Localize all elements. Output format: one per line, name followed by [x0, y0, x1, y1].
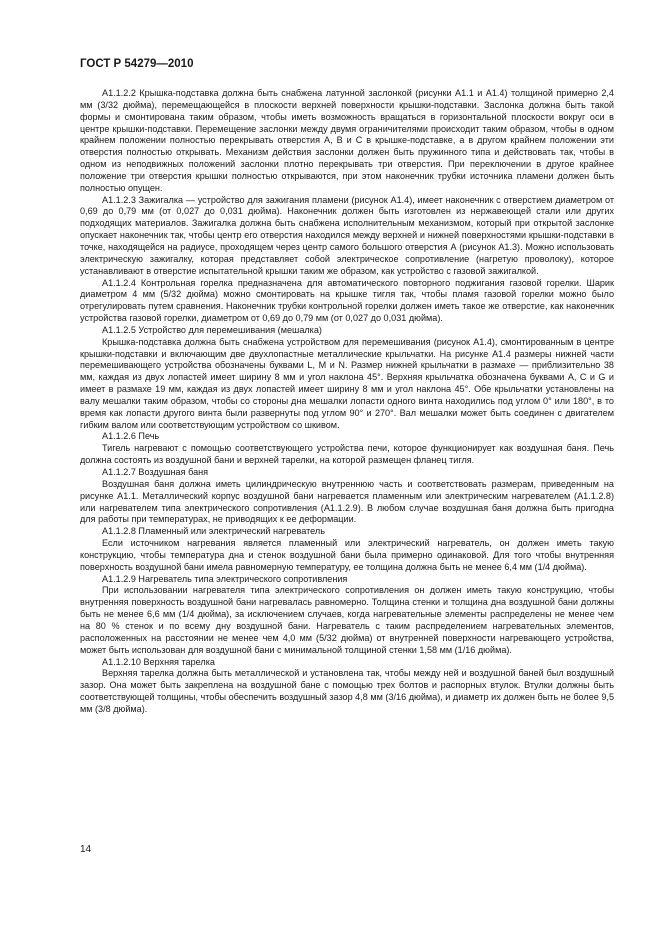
heading-a1-1-2-6: A1.1.2.6 Печь [102, 431, 160, 442]
page-body [80, 88, 614, 716]
paragraph-a1-1-2-3: A1.1.2.3 Зажигалка — устройство для зажигания пламени (рисунок А1.4), имеет наконечник с отверстием диаметром от 0,69 до 0,79 мм (от 0,027 до 0,031 дюйма). Наконечник должен быть изготовлен из нержавеющей стали или других подходящих материалов. Зажигалка должна быть снабжена исполнительным механизмом, который при открытой заслонке опускает наконечник так, чтобы центр его отверстия находился между верхней и нижней поверхностями крышки-подставки в точке, находящейся на радиусе, проходящем через центр самого большого отверстия А (рисунок А1.3). Можно использовать электрическую зажигалку, которая представляет собой электрическое сопротивление (нагретую проволоку), которое устанавливают в отверстие испытательной крышки таким же образом, как устройство с газовой зажигалкой. [80, 194, 614, 276]
heading-a1-1-2-5: A1.1.2.5 Устройство для перемешивания (мешалка) [102, 324, 322, 335]
heading-a1-1-2-9: A1.1.2.9 Нагреватель типа электрического сопротивления [102, 573, 348, 584]
heading-a1-1-2-10: A1.1.2.10 Верхняя тарелка [102, 656, 215, 667]
heading-a1-1-2-7: A1.1.2.7 Воздушная баня [102, 467, 209, 477]
document-header: ГОСТ Р 54279—2010 [80, 58, 194, 70]
page-number: 14 [80, 844, 92, 855]
paragraph-air-bath: Воздушная баня должна иметь цилиндрическую внутреннюю часть и соответствовать размерам, приведенным на рисунке А1.1. Металлический корпус воздушной бани нагревается пламенным или электрическим нагревателем (А1.1.2.8) или нагревателем типа электрического сопротивления (А1.1.2.9). В любом случае воздушная баня должна быть пригодна для работы при температурах, не приводящих к ее деформации. [80, 478, 614, 525]
paragraph-top-plate: Верхняя тарелка должна быть металлической и установлена так, чтобы между ней и воздушной баней был воздушный зазор. Она может быть закреплена на воздушной бане с помощью трех болтов и распорных втулок. Втулки должны быть соответствующей толщины, чтобы обеспечить воздушный зазор 4,8 мм (3/16 дюйма), и диаметр их должен быть не более 9,5 мм (3/8 дюйма). [80, 668, 614, 714]
paragraph-a1-1-2-2: A1.1.2.2 Крышка-подставка должна быть снабжена латунной заслонкой (рисунки А1.1 и А1.4) толщиной примерно 2,4 мм (3/32 дюйма), перемещающейся в плоскости верхней поверхности крышки-подставки. Заслонка должна быть такой формы и смонтирована таким образом, чтобы иметь возможность вращаться в горизонтальной плоскости вокруг оси в центре крышки-подставки. Перемещение заслонки между двумя ограничителями происходит таким образом, чтобы в одном крайнем положении полностью перекрывать отверстия А, В и С в крышке-подставке, а в другом крайнем положении эти отверстия полностью открывать. Механизм действия заслонки должен быть пружинного типа и действовать так, чтобы в одном из неподвижных положений заслонки плотно перекрывать три отверстия. При переключении в другое крайнее положение три отверстия крышки полностью открываются, при этом наконечник трубки источника пламени должен быть полностью опущен. [80, 88, 614, 193]
paragraph-a1-1-2-4: A1.1.2.4 Контрольная горелка предназначена для автоматического повторного поджигания газовой горелки. Шарик диаметром 4 мм (5/32 дюйма) можно смонтировать на крышке тигля так, чтобы пламя газовой горелки можно было отрегулировать путем сравнения. Наконечник трубки контрольной горелки должен иметь такое же отверстие, как наконечник устройства газовой горелки, диаметром от 0,69 до 0,79 мм (от 0,027 до 0,031 дюйма). [80, 277, 614, 324]
paragraph-furnace: Тигель нагревают с помощью соответствующего устройства печи, которое функционирует как воздушная баня. Печь должна состоять из воздушной бани и верхней тарелки, на которой размещен фланец тигля. [80, 443, 614, 466]
paragraph-stirrer: Крышка-подставка должна быть снабжена устройством для перемешивания (рисунок А1.4), смонтированным в центре крышки-подставки и включающим две двухлопастные металлические крыльчатки. На рисунке А1.4 размеры нижней части перемешивающего устройства обозначены буквами L, M и N. Размер нижней крыльчатки в размахе — приблизительно 38 мм, каждая из двух лопастей имеет ширину 8 мм и угол наклона 45°. Верхняя крыльчатка обозначена буквами А, С и G и имеет в размахе 19 мм, каждая из двух лопастей имеет ширину 8 мм и угол наклона 45°. Обе крыльчатки установлены на валу мешалки таким образом, чтобы со стороны дна мешалки лопасти одного винта находились под углом 0° или 180°, в то время как лопасти другого винта были развернуты под углом 90° и 270°. Вал мешалки может быть соединен с двигателем гибким валом или соответствующим устройством со шкивом. [80, 336, 614, 430]
paragraph-flame-heater: Если источником нагревания является пламенный или электрический нагреватель, он должен иметь такую конструкцию, чтобы температура дна и стенок воздушной бани была примерно одинаковой. Для того чтобы внутренняя поверхность воздушной бани имела равномерную температуру, ее толщина должна быть не менее 6,4 мм (1/4 дюйма). [80, 538, 614, 572]
paragraph-resistance-heater: При использовании нагревателя типа электрического сопротивления он должен иметь такую конструкцию, чтобы внутренняя поверхность воздушной бани нагревалась равномерно. Толщина стенки и толщина дна воздушной бани должны быть не менее 6,6 мм (1/4 дюйма), за исключением случаев, когда нагревательные элементы распределены не менее чем на 80 % стенок и по всему дну воздушной бани. Нагреватель с таким распределением нагревательных элементов, расположенных на расстоянии не менее чем 4,0 мм (5/32 дюйма) от внутренней поверхности нагревающего устройства, может быть использован для воздушной бани с минимальной толщиной стенки 1,58 мм (1/16 дюйма). [80, 585, 614, 655]
heading-a1-1-2-8: A1.1.2.8 Пламенный или электрический нагреватель [102, 526, 325, 537]
